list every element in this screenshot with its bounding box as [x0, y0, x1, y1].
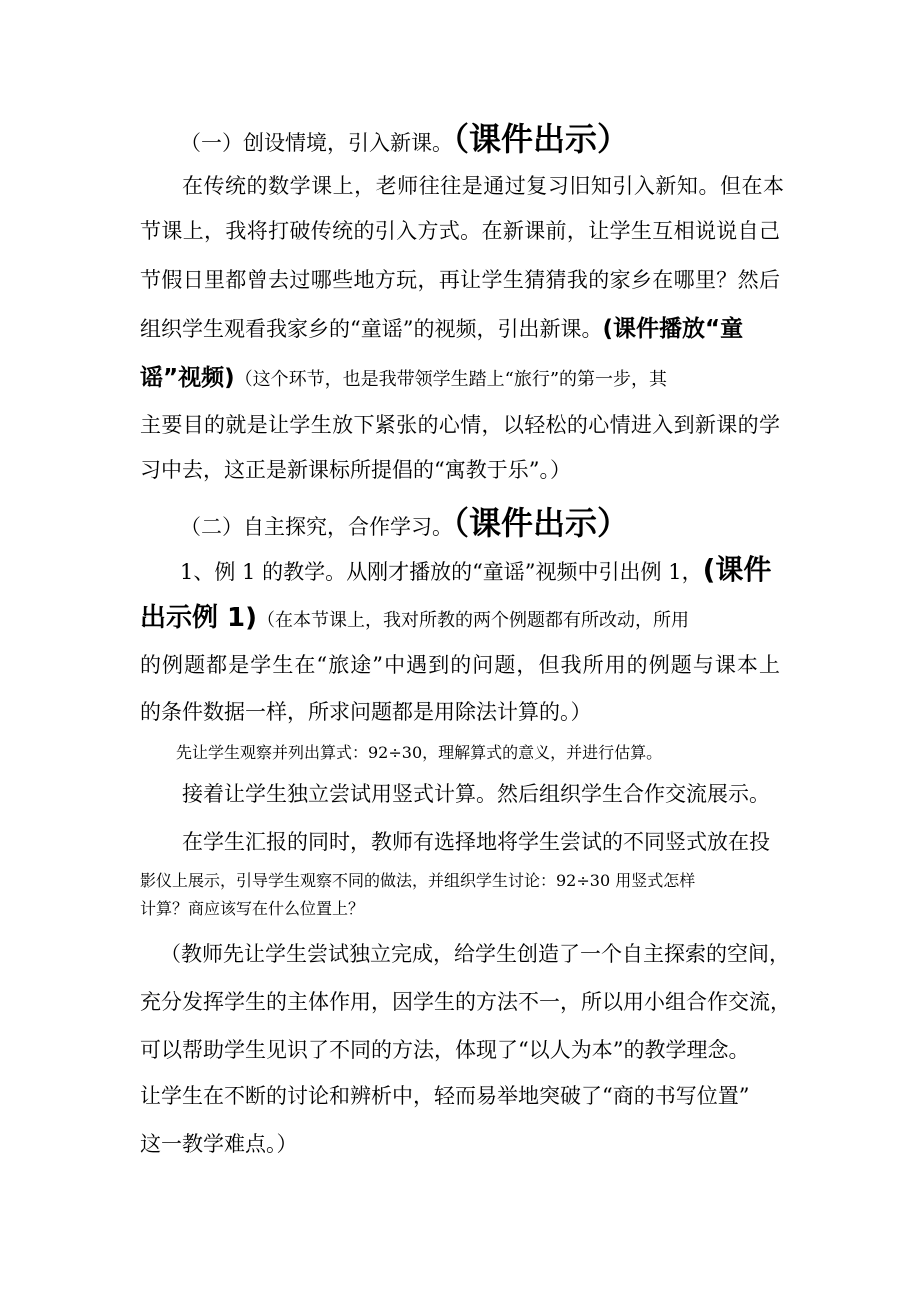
text-span: （这个环节，也是我带领学生踏上“旅行”的第一步，其	[234, 369, 668, 390]
paragraph-line: 这一教学难点。）	[140, 1132, 298, 1156]
paragraph-line: 的例题都是学生在“旅途”中遇到的问题，但我所用的例题与课本上	[140, 653, 780, 677]
text-span: （在本节课上，我对所教的两个例题都有所改动，所用	[257, 610, 690, 631]
courseware-tag: 谣”视频)	[140, 365, 235, 391]
paragraph-line	[140, 604, 780, 633]
paragraph-line: 节假日里都曾去过哪些地方玩，再让学生猜猜我的家乡在哪里？然后	[140, 268, 780, 292]
heading-text: （二）自主探究，合作学习。	[180, 515, 453, 539]
paragraph-line: 在传统的数学课上，老师往往是通过复习旧知引入新知。但在本	[182, 174, 784, 198]
paragraph-line	[140, 364, 780, 392]
section-1-heading	[180, 120, 820, 162]
paragraph-line: 习中去，这正是新课标所提倡的“寓教于乐”。）	[140, 458, 571, 482]
paragraph-line: 主要目的就是让学生放下紧张的心情，以轻松的心情进入到新课的学	[140, 413, 780, 437]
paragraph-line	[140, 315, 780, 343]
paragraph-line: 充分发挥学生的主体作用，因学生的方法不一，所以用小组合作交流，	[140, 990, 791, 1014]
courseware-tag: （课件出示）	[453, 504, 630, 542]
paragraph-line: 在学生汇报的同时，教师有选择地将学生尝试的不同竖式放在投	[182, 830, 770, 854]
section-2-heading	[180, 504, 820, 546]
heading-text: （一）创设情境，引入新课。	[180, 131, 453, 155]
text-span: 组织学生观看我家乡的“童谣”的视频，引出新课。	[140, 317, 603, 341]
paragraph-line: 节课上，我将打破传统的引入方式。在新课前，让学生互相说说自己	[140, 219, 780, 243]
paragraph-line: 计算？商应该写在什么位置上？	[140, 899, 365, 918]
courseware-tag: 出示例 1)	[140, 603, 258, 633]
courseware-tag: （课件出示）	[453, 120, 630, 158]
courseware-tag: (课件播放“童	[602, 316, 744, 342]
paragraph-line	[180, 553, 820, 586]
courseware-tag: (课件	[702, 553, 772, 586]
paragraph-line: 先让学生观察并列出算式：92÷30，理解算式的意义，并进行估算。	[176, 743, 663, 762]
paragraph-line: 的条件数据一样，所求问题都是用除法计算的。）	[140, 700, 592, 724]
text-span: 1、例 1 的教学。从刚才播放的“童谣”视频中引出例 1，	[180, 560, 703, 584]
paragraph-line: 让学生在不断的讨论和辨析中，轻而易举地突破了“商的书写位置”	[140, 1084, 750, 1108]
paragraph-line: （教师先让学生尝试独立完成，给学生创造了一个自主探索的空间，	[160, 942, 790, 966]
paragraph-line: 接着让学生独立尝试用竖式计算。然后组织学生合作交流展示。	[182, 782, 770, 806]
paragraph-line: 可以帮助学生见识了不同的方法，体现了“以人为本”的教学理念。	[140, 1038, 750, 1062]
paragraph-line: 影仪上展示，引导学生观察不同的做法，并组织学生讨论：92÷30 用竖式怎样	[140, 871, 696, 890]
